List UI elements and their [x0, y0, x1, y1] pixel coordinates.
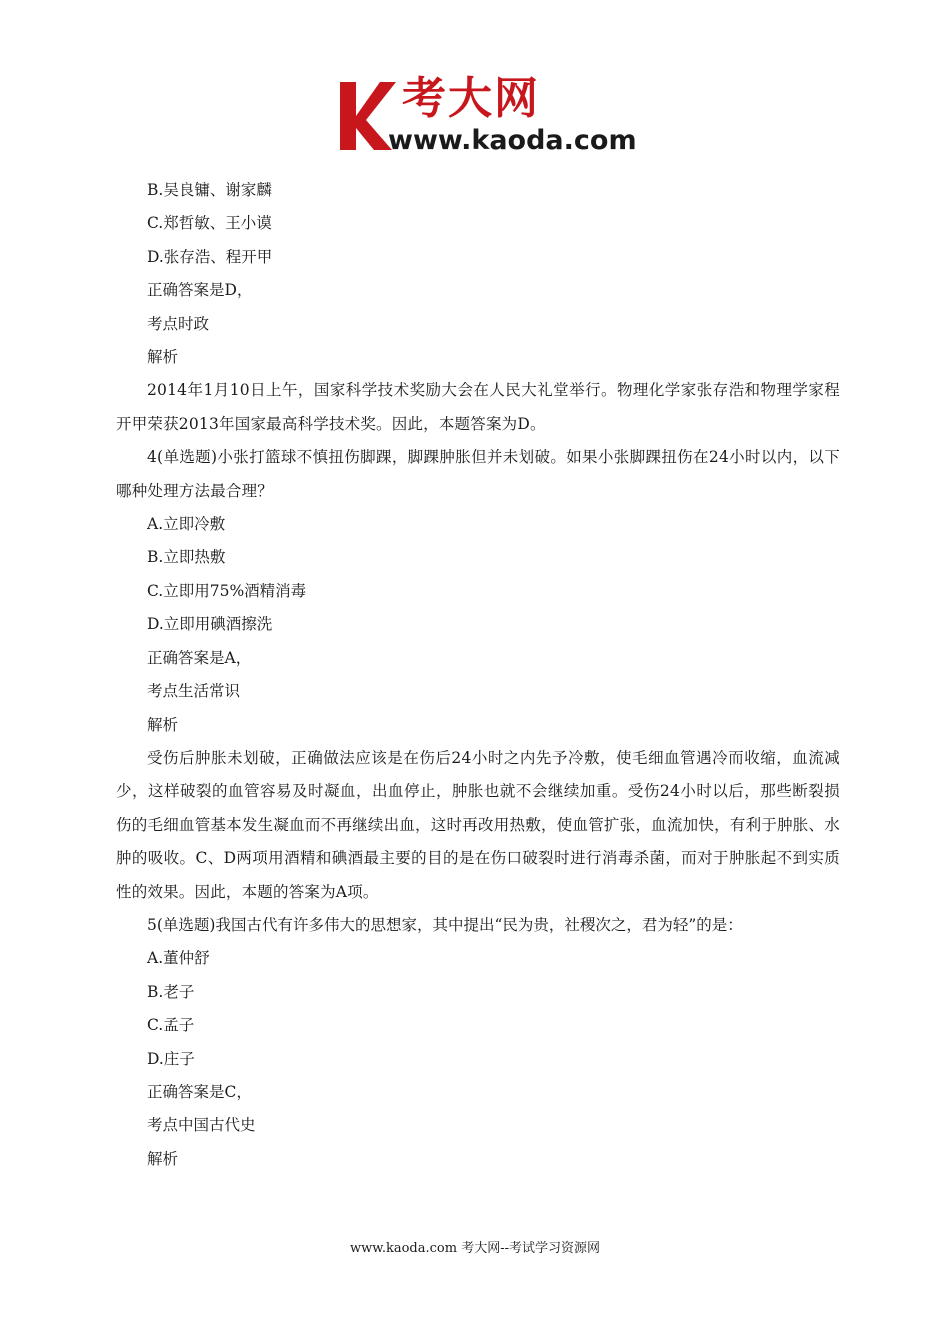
text-line: 正确答案是A， [147, 648, 252, 667]
text-line: 考点生活常识 [147, 682, 241, 701]
text-line: B.吴良镛、谢家麟 [147, 181, 272, 199]
text-line: C.孟子 [147, 1016, 195, 1035]
site-logo [336, 72, 656, 162]
paragraph: 2014年1月10日上午，国家科学技术奖励大会在人民大礼堂举行。物理化学家张存浩和物理学家程开甲荣获2013年国家最高科学技术奖。因此，本题答案为D。 [116, 381, 840, 433]
text-line: 考点中国古代史 [147, 1116, 256, 1135]
text-line: C.郑哲敏、王小谟 [147, 214, 272, 233]
text-line: 正确答案是D， [147, 281, 253, 300]
paragraph: 4(单选题)小张打篮球不慎扭伤脚踝，脚踝肿胀但并未划破。如果小张脚踝扭伤在24小时以内，以下哪种处理方法最合理？ [116, 448, 840, 500]
page-footer: www.kaoda.com 考大网--考试学习资源网 [350, 1241, 600, 1256]
text-line: 5(单选题)我国古代有许多伟大的思想家，其中提出“民为贵，社稷次之，君为轻”的是： [147, 915, 743, 934]
text-line: A.立即冷敷 [147, 515, 226, 534]
text-line: D.庄子 [147, 1049, 195, 1068]
document-body [116, 174, 840, 1176]
text-line: D.张存浩、程开甲 [147, 247, 273, 266]
paragraph: 受伤后肿胀未划破，正确做法应该是在伤后24小时之内先予冷敷，使毛细血管遇冷而收缩，血流减少，这样破裂的血管容易及时凝血，出血停止，肿胀也就不会继续加重。受伤24小时以后，那些断裂损伤的毛细血管基本发生凝血而不再继续出血，这时再改用热敷，使血管扩张，血流加快，有利于肿胀、水肿的吸收。C、D两项用酒精和碘酒最主要的目的是在伤口破裂时进行消毒杀菌，而对于肿胀起不到实质性的效果。因此，本题的答案为A项。 [116, 748, 840, 901]
text-line: 正确答案是C， [147, 1082, 252, 1101]
text-line: 考点时政 [147, 314, 210, 333]
text-line: 解析 [147, 1149, 179, 1168]
text-line: A.董仲舒 [147, 949, 210, 968]
logo-url-text: www.kaoda.com [388, 125, 637, 156]
text-line: 解析 [147, 715, 179, 734]
text-line: B.立即热敷 [147, 548, 226, 567]
text-line: 解析 [147, 348, 179, 367]
logo-chinese-text: 考大网 [402, 73, 540, 124]
text-line: C.立即用75%酒精消毒 [147, 581, 307, 600]
text-line: B.老子 [147, 982, 195, 1001]
text-line: D.立即用碘酒擦洗 [147, 615, 273, 634]
